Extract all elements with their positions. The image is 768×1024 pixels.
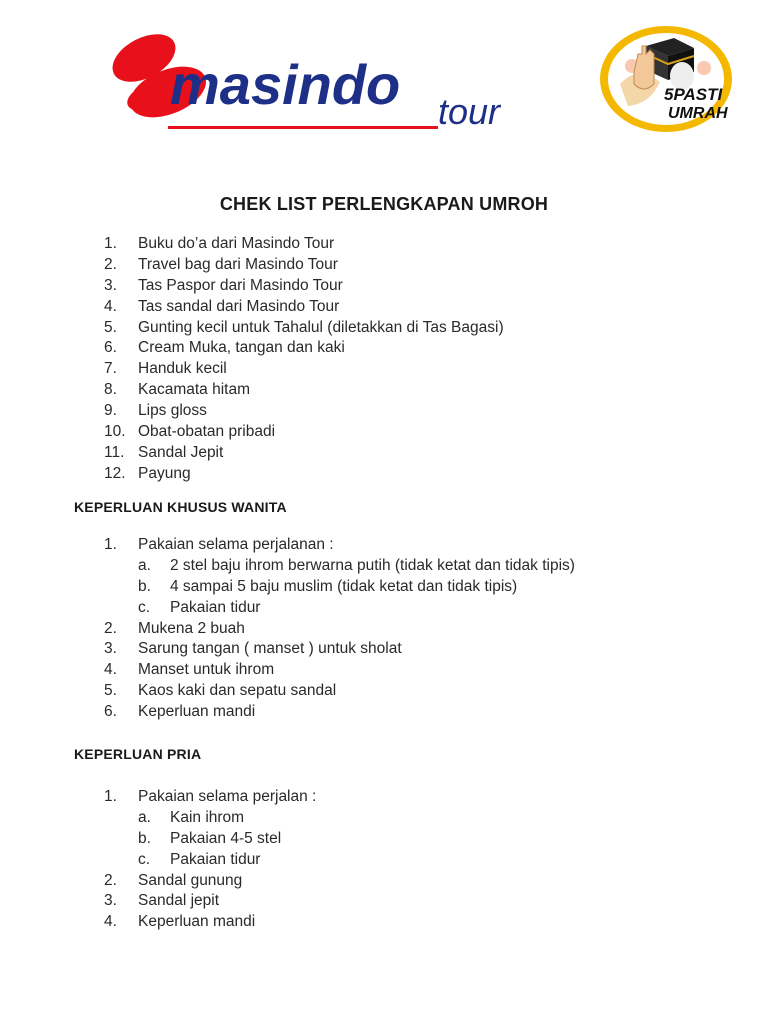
logo-brand-text: masindo <box>170 53 401 116</box>
five-pasti-umrah-badge <box>598 24 734 134</box>
section-heading-women: KEPERLUAN KHUSUS WANITA <box>74 499 287 515</box>
section-heading-men: KEPERLUAN PRIA <box>74 746 202 762</box>
masindo-tour-logo <box>104 26 554 136</box>
badge-line1: 5PASTI <box>664 85 723 104</box>
logo-sub-text: tour <box>438 91 501 132</box>
page-title: CHEK LIST PERLENGKAPAN UMROH <box>219 194 549 214</box>
badge-line2: UMRAH <box>668 105 728 122</box>
